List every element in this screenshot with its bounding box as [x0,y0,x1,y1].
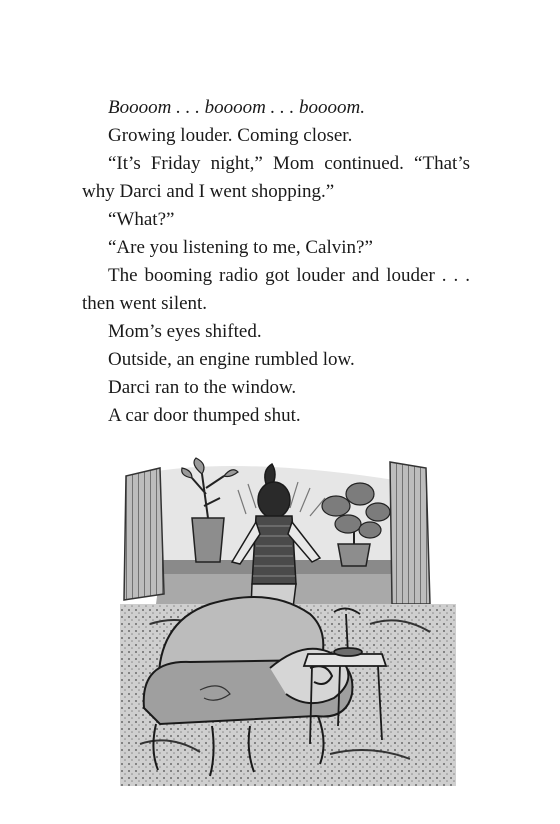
paragraph: “It’s Friday night,” Mom continued. “That’s why Darci and I went shopping.” [82,153,470,202]
paragraph: “Are you listening to me, Calvin?” [108,237,373,258]
paragraph: Mom’s eyes shifted. [108,321,262,342]
paragraph: The booming radio got louder and louder . . . then went silent. [82,265,470,314]
paragraph: Boooom . . . boooom . . . boooom. [108,97,366,118]
paragraph: A car door thumped shut. [108,405,301,426]
girl-at-window-illustration [120,454,456,786]
paragraph: “What?” [108,209,175,230]
paragraph: Growing louder. Coming closer. [108,125,353,146]
illustration-drawing [120,454,456,786]
paragraph: Outside, an engine rumbled low. [108,349,355,370]
page-body-text [82,94,470,430]
paragraph: Darci ran to the window. [108,377,297,398]
